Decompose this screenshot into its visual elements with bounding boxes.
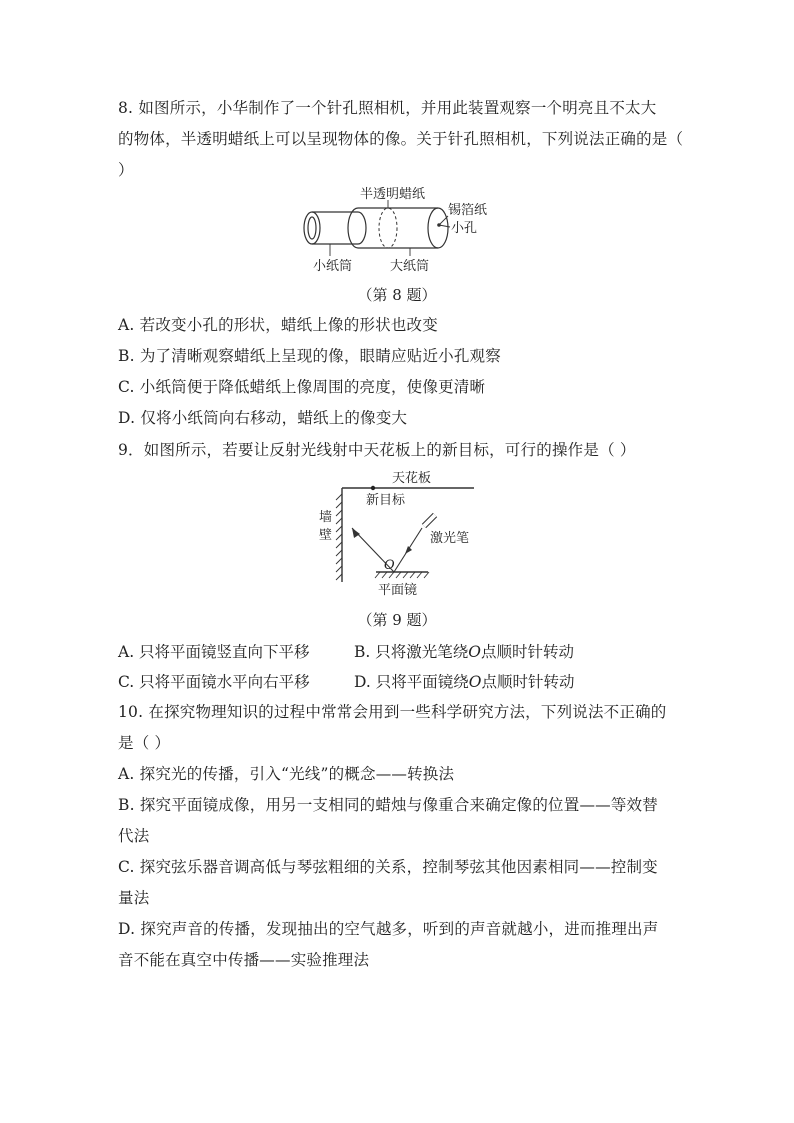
q9-option-d-point: O — [468, 673, 482, 691]
q9-option-d-suffix: 点顺时针转动 — [481, 673, 575, 691]
q9-option-a: A. 只将平面镜竖直向下平移 — [118, 643, 310, 661]
label-pinhole: 小孔 — [451, 221, 478, 236]
label-wax-paper: 半透明蜡纸 — [360, 187, 426, 202]
q8-stem-line-3: ） — [118, 161, 134, 179]
q8-option-d: D. 仅将小纸筒向右移动，蜡纸上的像变大 — [118, 409, 408, 427]
label-laser-pen: 激光笔 — [430, 531, 470, 546]
label-wall-1: 墙 — [319, 510, 333, 525]
q10-stem-line-2: 是（ ） — [118, 734, 171, 752]
q9-stem: 9．如图所示，若要让反射光线射中天花板上的新目标，可行的操作是（ ） — [118, 441, 636, 459]
label-wall-2: 壁 — [319, 528, 333, 543]
label-new-target: 新目标 — [366, 493, 406, 508]
q10-option-b-line-1: B. 探究平面镜成像，用另一支相同的蜡烛与像重合来确定像的位置——等效替 — [118, 796, 658, 814]
label-big-tube: 大纸筒 — [390, 259, 430, 274]
q8-figure-caption: （第 8 题） — [357, 286, 437, 304]
q8-option-b: B. 为了清晰观察蜡纸上呈现的像，眼睛应贴近小孔观察 — [118, 347, 501, 365]
q10-option-c-line-2: 量法 — [118, 889, 150, 907]
q9-mirror-figure — [312, 466, 482, 600]
q10-option-d-line-1: D. 探究声音的传播，发现抽出的空气越多，听到的声音就越小，进而推理出声 — [118, 920, 659, 938]
q9-option-b-point: O — [468, 643, 481, 661]
q9-option-b-suffix: 点顺时针转动 — [480, 643, 574, 661]
small-tube — [304, 212, 366, 244]
label-ceiling: 天花板 — [392, 471, 432, 486]
q8-stem-line-2: 的物体，半透明蜡纸上可以呈现物体的像。关于针孔照相机，下列说法正确的是（ — [118, 130, 684, 148]
q8-option-a: A. 若改变小孔的形状，蜡纸上像的形状也改变 — [118, 316, 438, 334]
q9-figure-caption: （第 9 题） — [357, 611, 437, 629]
label-small-tube: 小纸筒 — [313, 259, 353, 274]
q10-option-d-line-2: 音不能在真空中传播——实验推理法 — [118, 951, 370, 969]
wax-paper — [379, 208, 397, 248]
label-mirror: 平面镜 — [378, 583, 418, 598]
q8-option-c: C. 小纸筒便于降低蜡纸上像周围的亮度，使像更清晰 — [118, 378, 486, 396]
q9-option-c: C. 只将平面镜水平向右平移 — [118, 673, 310, 691]
q9-option-d — [354, 670, 574, 692]
big-tube — [348, 208, 448, 248]
new-target — [371, 486, 375, 490]
q9-option-b-text: B. 只将激光笔绕 — [354, 643, 469, 661]
q9-option-b — [354, 640, 574, 662]
q8-stem-line-1: 8. 如图所示，小华制作了一个针孔照相机，并用此装置观察一个明亮且不太大 — [118, 99, 657, 117]
reflected-ray-arrow — [352, 528, 360, 538]
q8-pinhole-camera-figure — [290, 186, 510, 278]
laser-pen — [424, 515, 435, 526]
label-foil: 锡箔纸 — [448, 203, 488, 218]
q10-option-c-line-1: C. 探究弦乐器音调高低与琴弦粗细的关系，控制琴弦其他因素相同——控制变 — [118, 858, 658, 876]
incident-ray-arrow — [405, 546, 412, 554]
label-O: O — [384, 558, 395, 573]
q10-stem-line-1: 10. 在探究物理知识的过程中常常会用到一些科学研究方法，下列说法不正确的 — [118, 703, 667, 721]
q9-option-d-text: D. 只将平面镜绕 — [354, 673, 469, 691]
q10-option-b-line-2: 代法 — [118, 827, 150, 845]
wall-hatch — [336, 494, 342, 580]
q10-option-a: A. 探究光的传播，引入“光线”的概念——转换法 — [118, 765, 455, 783]
